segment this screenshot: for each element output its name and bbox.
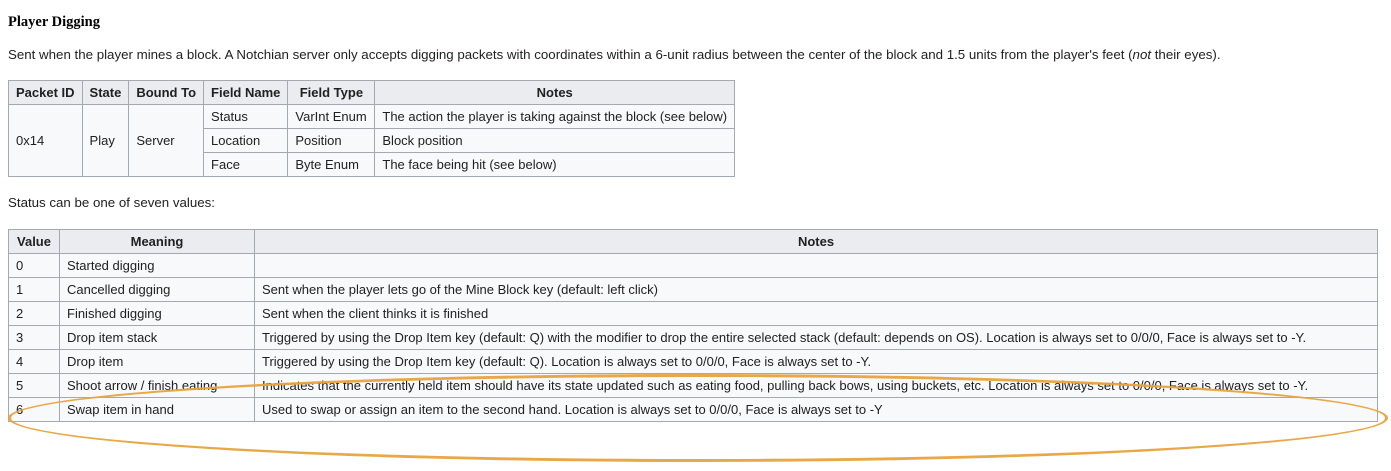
cell-notes: Used to swap or assign an item to the second hand. Location is always set to 0/0/0, Face is always set to -Y [255,397,1378,421]
column-header-field-type: Field Type [288,81,375,105]
table-row [9,397,1378,421]
cell-bound-to: Server [129,105,204,177]
column-header-notes: Notes [255,229,1378,253]
cell-field-notes: Block position [375,129,735,153]
column-header-state: State [82,81,129,105]
table-header-row [9,81,735,105]
cell-notes [255,253,1378,277]
section-description [8,45,1381,64]
cell-field-type: VarInt Enum [288,105,375,129]
page-title: Player Digging [8,14,100,30]
cell-meaning: Drop item [60,349,255,373]
cell-notes: Indicates that the currently held item should have its state updated such as eating food, pulling back bows, using buckets, etc. Location is always set to 0/0/0, Face is always set to -Y. [255,373,1378,397]
cell-meaning: Cancelled digging [60,277,255,301]
cell-meaning: Started digging [60,253,255,277]
cell-state: Play [82,105,129,177]
cell-field-notes: The face being hit (see below) [375,153,735,177]
cell-notes: Sent when the player lets go of the Mine Block key (default: left click) [255,277,1378,301]
column-header-packet-id: Packet ID [9,81,83,105]
table-row [9,301,1378,325]
cell-notes: Sent when the client thinks it is finished [255,301,1378,325]
cell-value: 3 [9,325,60,349]
column-header-field-name: Field Name [204,81,288,105]
status-values-table [8,229,1378,422]
cell-value: 6 [9,397,60,421]
cell-field-type: Byte Enum [288,153,375,177]
table-row [9,349,1378,373]
cell-field-name: Status [204,105,288,129]
description-text-post: their eyes). [1151,47,1221,62]
table-row [9,277,1378,301]
table-row [9,105,735,129]
table-row [9,373,1378,397]
table-row [9,253,1378,277]
table-row [9,325,1378,349]
cell-value: 0 [9,253,60,277]
table-header-row [9,229,1378,253]
cell-value: 4 [9,349,60,373]
packet-definition-table [8,80,735,177]
description-text-pre: Sent when the player mines a block. A Notchian server only accepts digging packets with coordinates within a 6-unit radius between the center of the block and 1.5 units from the player's feet ( [8,47,1133,62]
status-intro-text: Status can be one of seven values: [8,195,215,211]
cell-meaning: Drop item stack [60,325,255,349]
column-header-meaning: Meaning [60,229,255,253]
cell-meaning: Shoot arrow / finish eating [60,373,255,397]
cell-field-name: Location [204,129,288,153]
cell-value: 5 [9,373,60,397]
description-emphasis: not [1132,47,1152,62]
cell-notes: Triggered by using the Drop Item key (default: Q) with the modifier to drop the entire selected stack (default: depends on OS). Location is always set to 0/0/0, Face is always set to -Y. [255,325,1378,349]
cell-notes: Triggered by using the Drop Item key (default: Q). Location is always set to 0/0/0, Face is always set to -Y. [255,349,1378,373]
cell-meaning: Finished digging [60,301,255,325]
cell-field-type: Position [288,129,375,153]
column-header-bound-to: Bound To [129,81,204,105]
column-header-notes: Notes [375,81,735,105]
cell-packet-id: 0x14 [9,105,83,177]
cell-field-name: Face [204,153,288,177]
column-header-value: Value [9,229,60,253]
cell-value: 1 [9,277,60,301]
cell-meaning: Swap item in hand [60,397,255,421]
cell-value: 2 [9,301,60,325]
cell-field-notes: The action the player is taking against the block (see below) [375,105,735,129]
